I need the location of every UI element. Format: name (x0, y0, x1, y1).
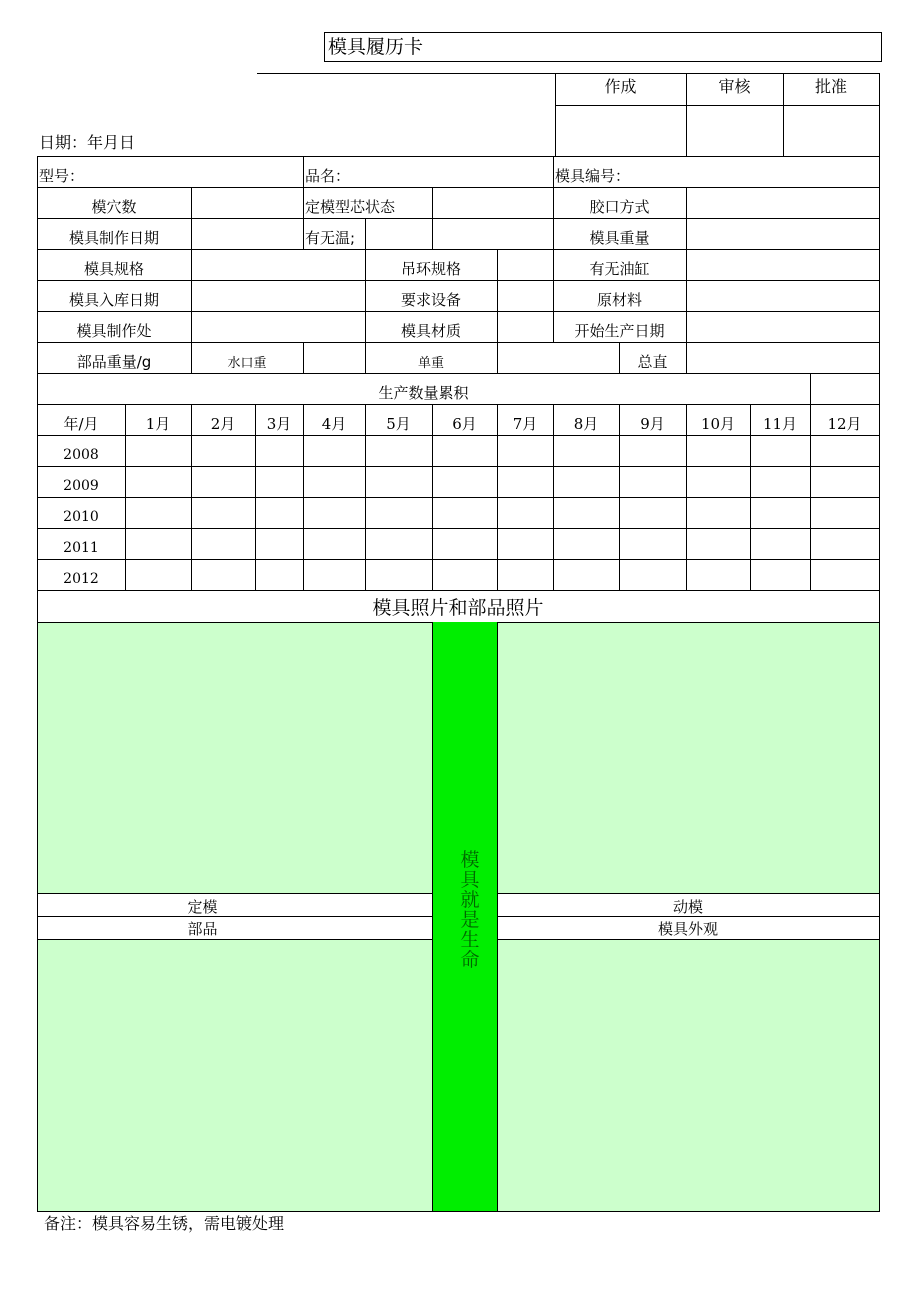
store-date-label: 模具入库日期 (68, 291, 159, 309)
month-header: 2月 (210, 415, 236, 433)
year-row-label: 2008 (63, 447, 99, 463)
total-weight-label: 总直 (637, 353, 668, 371)
year-row-label: 2011 (63, 540, 99, 556)
model-no-label: 型号： (39, 167, 85, 185)
title-box (324, 32, 882, 62)
moving-mold-photo-area (498, 623, 879, 893)
gate-type-label: 胶口方式 (589, 198, 650, 216)
temp-label: 有无温; (305, 229, 356, 247)
month-header: 5月 (386, 415, 411, 433)
oil-cylinder-label: 有无油缸 (589, 260, 650, 278)
year-row-label: 2012 (63, 571, 99, 587)
make-date-label: 模具制作日期 (68, 229, 159, 247)
fixed-mold-label: 定模 (187, 898, 218, 916)
year-row-label: 2009 (63, 478, 99, 494)
moving-mold-label: 动模 (672, 898, 703, 916)
production-title: 生产数量累积 (378, 384, 469, 402)
approval-review-label: 审核 (718, 77, 751, 96)
month-header: 1月 (145, 415, 171, 433)
core-state-label: 定模型芯状态 (305, 198, 396, 216)
approval-make-label: 作成 (604, 77, 637, 96)
approval-approve-label: 批准 (814, 77, 847, 96)
month-header: 12月 (827, 415, 862, 433)
month-header: 3月 (266, 415, 292, 433)
unit-weight-label: 单重 (417, 356, 444, 371)
month-header: 10月 (700, 415, 736, 433)
part-photo-area (38, 940, 432, 1211)
equipment-label: 要求设备 (400, 291, 461, 309)
runner-weight-label: 水口重 (227, 356, 267, 371)
mold-material-label: 模具材质 (400, 322, 461, 340)
mold-appearance-label: 模具外观 (657, 920, 718, 938)
ring-spec-label: 吊环规格 (400, 260, 461, 278)
month-header: 6月 (452, 415, 477, 433)
raw-material-label: 原材料 (596, 291, 642, 309)
fixed-mold-photo-area (38, 623, 432, 893)
page-title: 模具履历卡 (328, 36, 424, 58)
date-label: 日期：年月日 (39, 133, 136, 152)
month-header: 4月 (321, 415, 347, 433)
start-date-label: 开始生产日期 (574, 322, 665, 340)
month-header: 8月 (573, 415, 599, 433)
year-month-header: 年/月 (63, 415, 99, 433)
note: 备注：模具容易生锈，需电镀处理 (44, 1214, 285, 1233)
slogan-text: 模具就是生命 (460, 849, 480, 971)
photos-title: 模具照片和部品照片 (372, 597, 544, 619)
mold-weight-label: 模具重量 (589, 229, 650, 247)
maker-label: 模具制作处 (76, 322, 152, 340)
part-label: 部品 (187, 920, 218, 938)
mold-appearance-photo-area (498, 940, 879, 1211)
year-row-label: 2010 (63, 509, 99, 525)
month-header: 11月 (762, 415, 798, 433)
mold-spec-label: 模具规格 (83, 260, 144, 278)
product-name-label: 品名： (305, 167, 351, 185)
month-header: 9月 (640, 415, 665, 433)
mold-no-label: 模具编号： (555, 167, 631, 185)
month-header: 7月 (512, 415, 538, 433)
part-weight-label: 部品重量/g (76, 353, 152, 371)
cavities-label: 模穴数 (91, 198, 137, 216)
